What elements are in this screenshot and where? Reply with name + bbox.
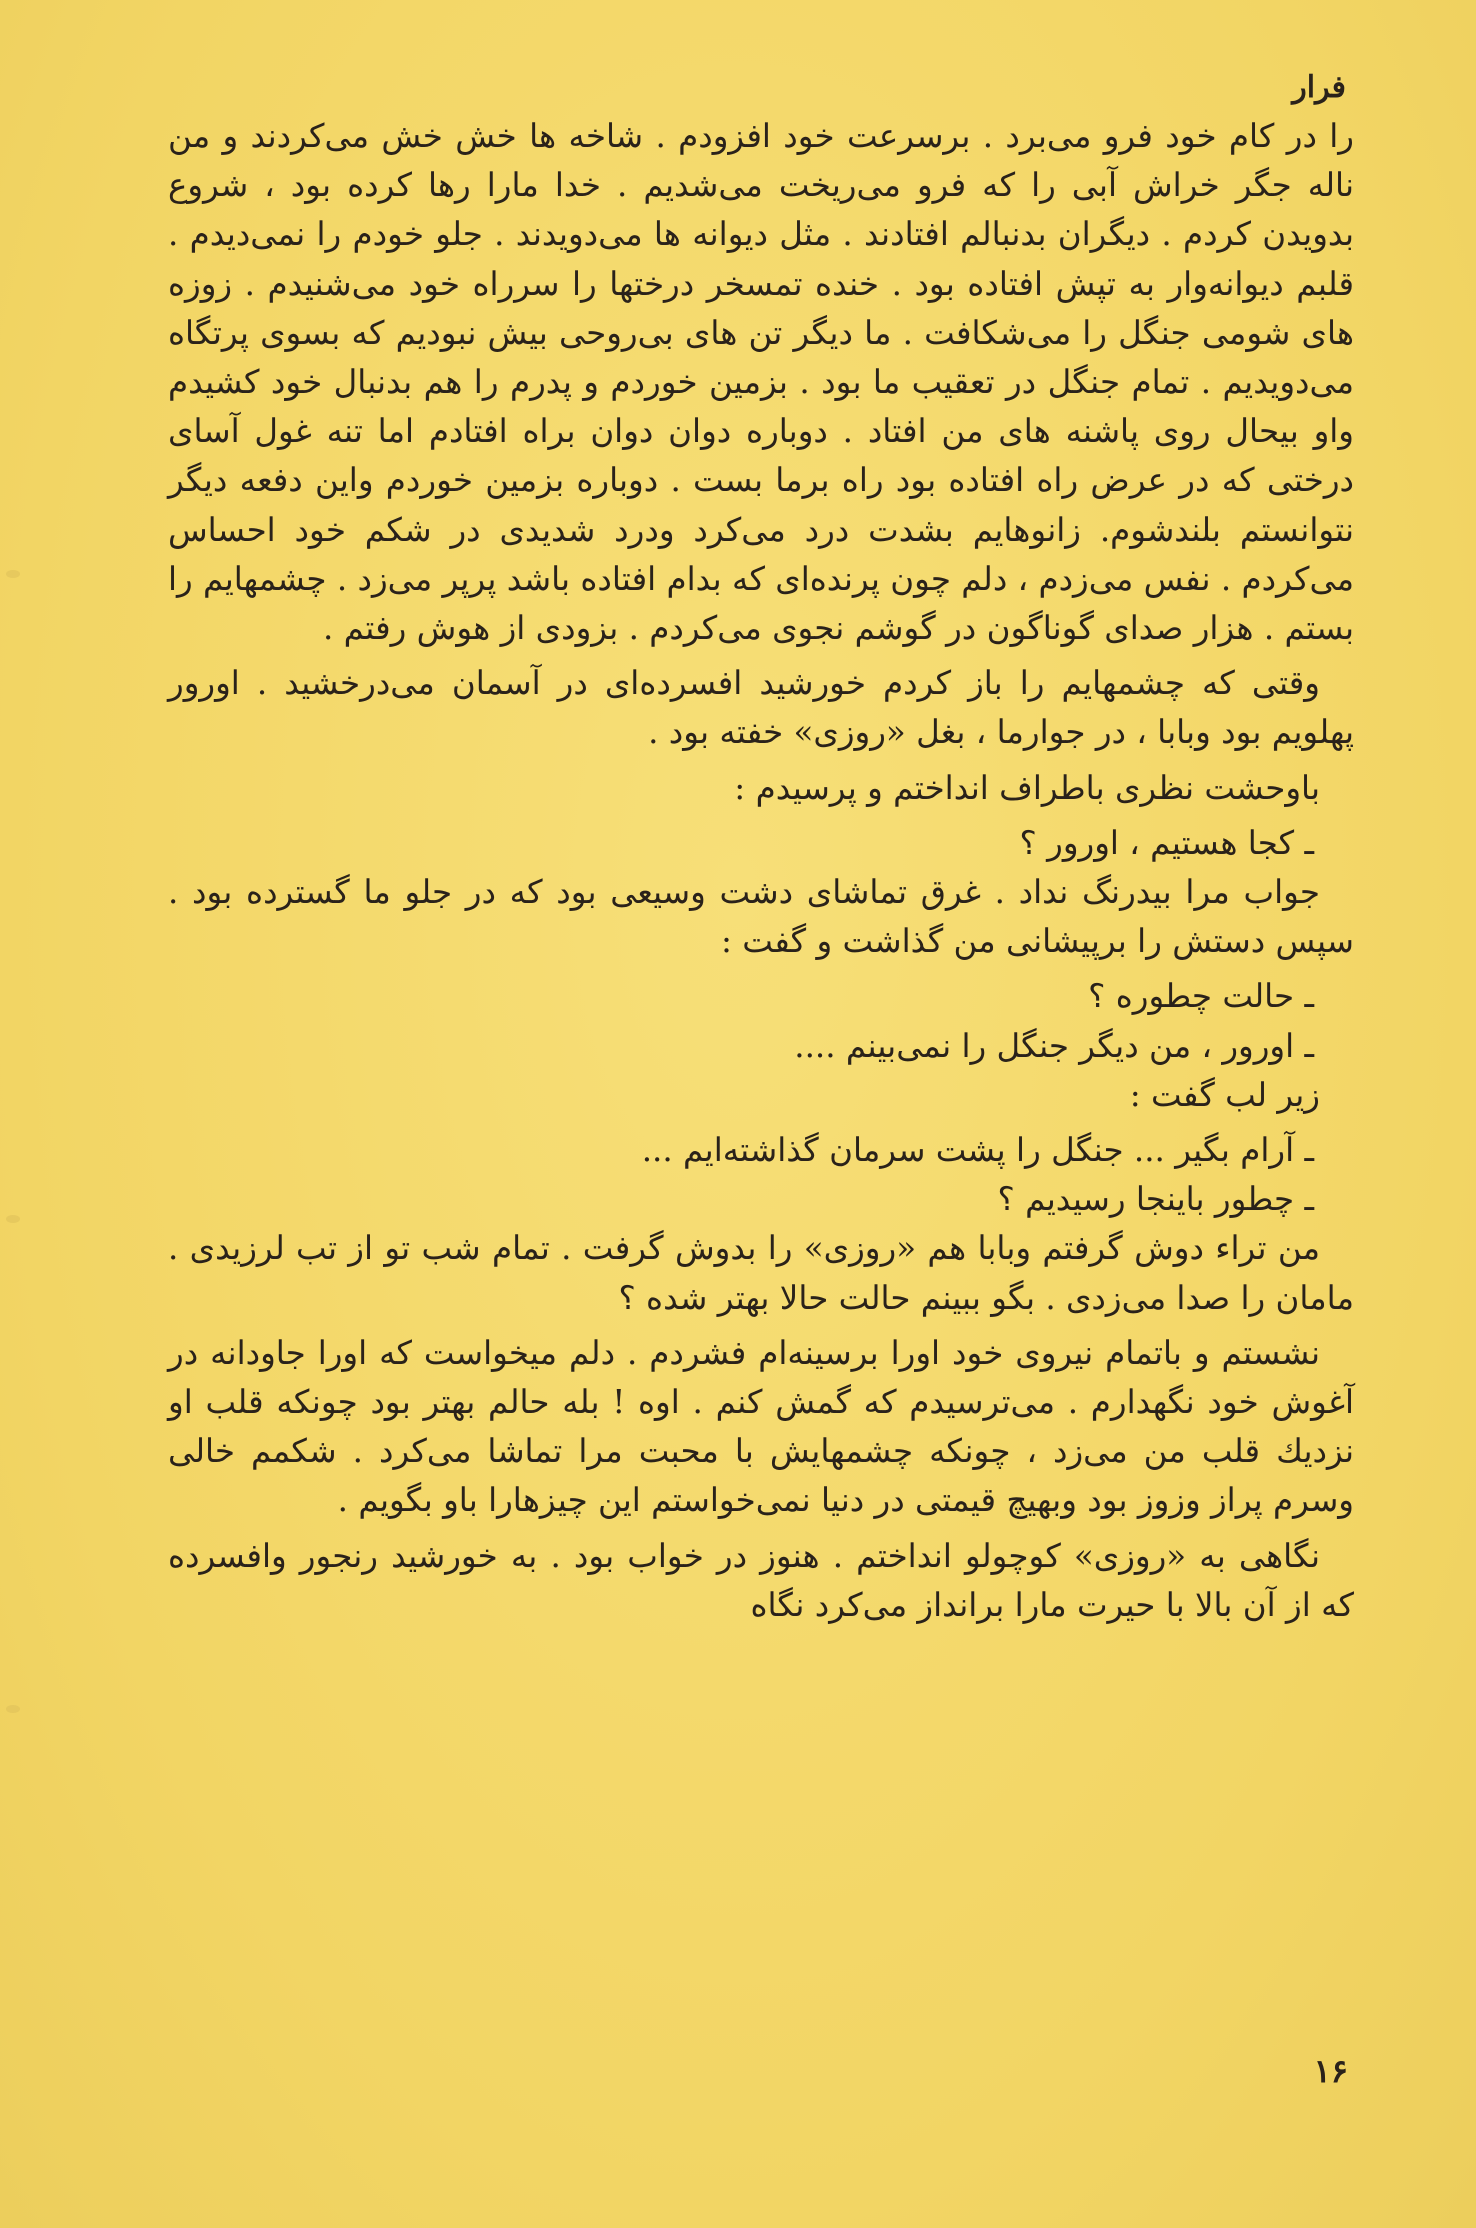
- paragraph: نگاهی به «روزی» کوچولو انداختم . هنوز در خواب بود . به خورشید رنجور وافسرده که از آن بالا با حیرت مارا برانداز می‌کرد نگاه: [168, 1536, 1354, 1624]
- binding-hole: [6, 1705, 20, 1713]
- dialogue-line: ـ حالت چطوره ؟: [1088, 977, 1314, 1016]
- paragraph: زیر لب گفت :: [1129, 1075, 1320, 1114]
- page-number: ۱۶: [1313, 2052, 1348, 2090]
- binding-hole: [6, 1215, 20, 1223]
- dialogue-line: ـ کجا هستیم ، اورور ؟: [1019, 823, 1314, 862]
- binding-hole: [6, 570, 20, 578]
- paragraph: وقتی که چشمهایم را باز کردم خورشید افسرده‌ای در آسمان می‌درخشید . اورور پهلویم بود وبابا ، در جوارما ، بغل «روزی» خفته بود .: [168, 664, 1354, 752]
- paragraph: را در کام خود فرو می‌برد . برسرعت خود افزودم . شاخه ها خش خش می‌کردند و من ناله جگر خراش آبی را که فرو می‌ریخت می‌شدیم . خدا مارا رها کرده بود ، شروع بدویدن کردم . دیگران بدنبالم افتادند . مثل دیوانه ها می‌دویدند . جلو خودم را نمی‌دیدم . قلبم دیوانه‌وار به تپش افتاده بود . خنده تمسخر درختها را سرراه خود می‌شنیدم . زوزه های شومی جنگل را می‌شکافت . ما دیگر تن های بی‌روحی بیش نبودیم که بسوی پرتگاه می‌دویدیم . تمام جنگل در تعقیب ما بود . بزمین خوردم و پدرم را هم بدنبال خود کشیدم واو بیحال روی پاشنه های من افتاد . دوباره دوان دوان براه افتادم اما تنه غول آسای درختی که در عرض راه افتاده بود راه برما بست . دوباره بزمین خوردم واین دفعه دیگر نتوانستم بلندشوم. زانوهایم بشدت درد می‌کرد ودرد شدیدی در شکم خود احساس می‌کردم . نفس می‌زدم ، دلم چون پرنده‌ای که بدام افتاده باشد پرپر می‌زد . چشمهایم را بستم . هزار صدای گوناگون در گوشم نجوی می‌کردم . بزودی از هوش رفتم .: [168, 117, 1354, 648]
- dialogue-line: ـ آرام بگیر ... جنگل را پشت سرمان گذاشته‌ایم ...: [641, 1131, 1314, 1170]
- dialogue-line: ـ اورور ، من دیگر جنگل را نمی‌بینم ....: [794, 1026, 1314, 1065]
- running-header: فرار: [1292, 70, 1346, 105]
- paragraph: نشستم و باتمام نیروی خود اورا برسینه‌ام فشردم . دلم میخواست که اورا جاودانه در آغوش خود نگهدارم . می‌ترسیدم که گمش کنم . اوه ! بله حالم بهتر بود چونکه قلب او نزدیك قلب من می‌زد ، چونکه چشمهایش با محبت مرا تماشا می‌کرد . شکمم خالی وسرم پراز وزوز بود وبهیچ قیمتی در دنیا نمی‌خواستم این چیزهارا باو بگویم .: [168, 1333, 1354, 1520]
- paragraph: باوحشت نظری باطراف انداختم و پرسیدم :: [734, 768, 1320, 807]
- dialogue-line: ـ چطور باینجا رسیدیم ؟: [997, 1180, 1314, 1219]
- paragraph: من تراء دوش گرفتم وبابا هم «روزی» را بدوش گرفت . تمام شب تو از تب لرزیدی . مامان را صدا می‌زدی . بگو ببینم حالت حالا بهتر شده ؟: [168, 1229, 1354, 1317]
- body-text: [168, 112, 1354, 1636]
- paragraph: جواب مرا بیدرنگ نداد . غرق تماشای دشت وسیعی بود که در جلو ما گسترده بود . سپس دستش را برپیشانی من گذاشت و گفت :: [168, 873, 1354, 961]
